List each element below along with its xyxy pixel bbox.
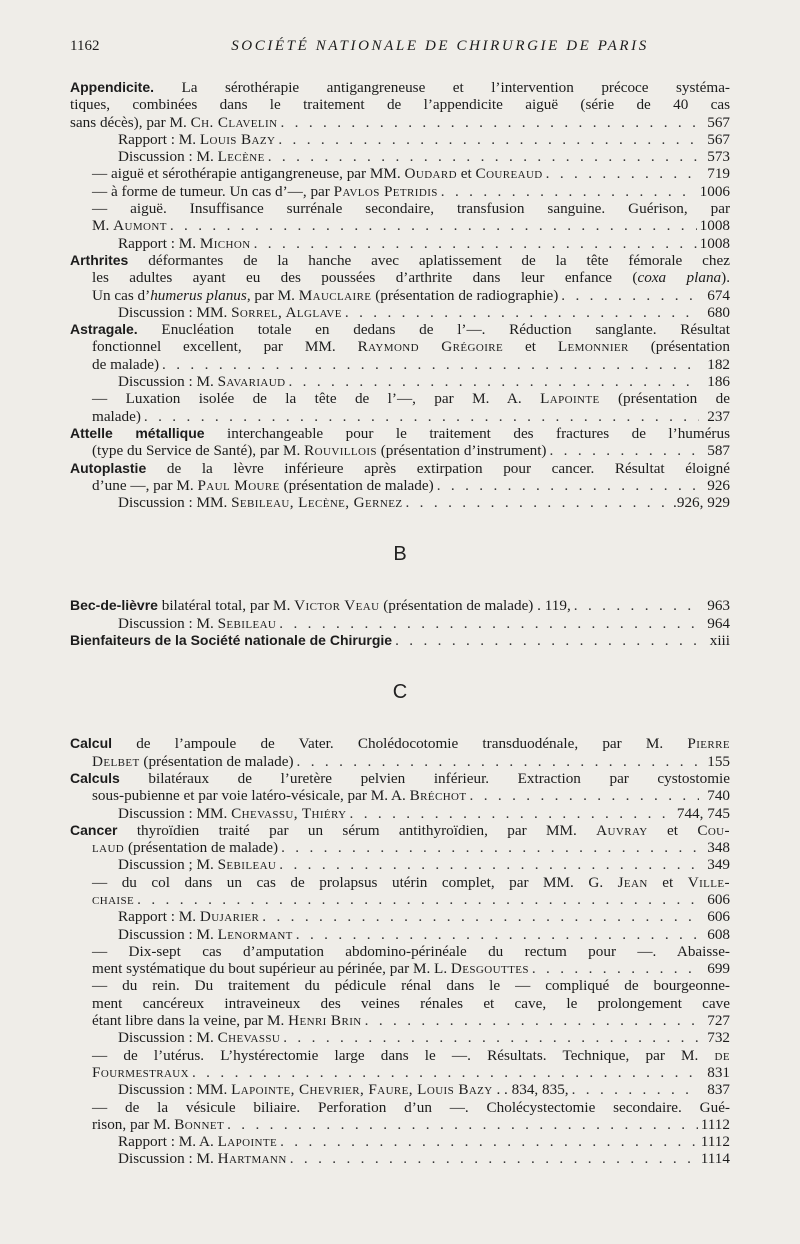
index-line: [70, 1116, 730, 1133]
dot-leader: [283, 1029, 699, 1046]
index-line: [70, 1012, 730, 1029]
author-name: Raymond Grégoire: [357, 338, 504, 356]
entry-text-group: [118, 1029, 280, 1046]
index-line: [70, 408, 730, 425]
entry-text: (présentation de malade): [139, 752, 294, 770]
author-name: Bréchot: [409, 787, 467, 805]
index-line: [70, 477, 730, 494]
entry-text-group: [118, 235, 251, 252]
dot-leader: [395, 632, 699, 649]
author-name: Mauclaire: [298, 286, 372, 304]
entry-text: Rapport : M.: [118, 234, 200, 252]
dot-leader: [405, 494, 670, 511]
entry-text-group: [118, 1150, 287, 1167]
entry-text: humerus planus: [150, 286, 247, 304]
entry-headword: Cancer: [70, 821, 118, 838]
entry-text: — à forme de tumeur. Un cas d’—, par: [92, 182, 334, 200]
entry-text: (présentation de malade): [279, 476, 434, 494]
entry-text: ment systématique du bout supérieur au périnée, par M. L.: [92, 960, 451, 978]
author-name: Fourmestraux: [92, 1063, 189, 1081]
page-reference: 1006: [699, 182, 730, 200]
page-reference: 964: [707, 614, 730, 632]
entry-text: . . 834, 835,: [492, 1081, 569, 1099]
entry-text: et: [647, 821, 698, 839]
entry-text: (présentation de: [599, 390, 730, 408]
index-line: [70, 338, 730, 355]
page-reference: 732: [707, 1029, 730, 1047]
index-line: [70, 615, 730, 632]
entry-text-group: [92, 287, 558, 304]
page-reference: 699: [707, 960, 730, 978]
entry-headword: Attelle métallique: [70, 424, 205, 441]
index-line: [70, 770, 730, 787]
author-name: Lapointe: [217, 1133, 278, 1151]
entry-text: — aiguë. Insuffisance surrénale secondaire, transfusion sanguine. Guérison, par: [92, 200, 730, 218]
page-reference: 1114: [700, 1150, 730, 1168]
index-line: [70, 1099, 730, 1116]
author-name: Lenormant: [217, 925, 293, 943]
index-line: [70, 891, 730, 908]
entry-text: Discussion : M.: [118, 614, 218, 632]
page-reference: 237: [707, 407, 730, 425]
entry-text: sans décès), par M.: [70, 113, 191, 131]
entry-text: Rapport : M.: [118, 908, 200, 926]
index-line: [70, 148, 730, 165]
entry-text: — du col dans un cas de prolapsus utérin complet, par MM. G.: [92, 873, 618, 891]
page-reference: 1008: [699, 217, 730, 235]
index-line: [70, 131, 730, 148]
entry-text: Rapport : M.: [118, 130, 200, 148]
entry-text-group: [92, 183, 438, 200]
index-line: [70, 200, 730, 217]
entry-text: les adultes ayant eu des poussées d’arthrite dans leur enfance (: [92, 269, 638, 287]
index-line: [70, 321, 730, 338]
entry-text-group: [70, 597, 571, 614]
author-name: Victor Veau: [294, 597, 380, 615]
dot-leader: [365, 1012, 699, 1029]
entry-text-group: [118, 494, 402, 511]
page-reference: 1112: [700, 1115, 730, 1133]
index-line: [70, 1047, 730, 1064]
entry-text: Discussion : M.: [118, 148, 218, 166]
entry-text-group: [92, 891, 134, 908]
index-line: [70, 597, 730, 614]
author-name: Aumont: [113, 217, 167, 235]
index-line: [70, 494, 730, 511]
entry-text: (présentation: [628, 338, 730, 356]
entry-text: — du rein. Du traitement du pédicule rénal dans le — compliqué de bourgeonne-: [92, 977, 730, 995]
dot-leader: [561, 287, 699, 304]
entry-text-group: [92, 753, 294, 770]
dot-leader: [288, 373, 699, 390]
entry-text: de malade): [92, 355, 160, 373]
author-name: chaise: [92, 890, 135, 908]
entry-text-group: [92, 217, 167, 234]
entry-text-group: [118, 131, 275, 148]
entry-text: de l’ampoule de Vater. Cholédocotomie transduodénale, par M.: [112, 735, 688, 753]
entry-text: bilatéraux de l’uretère pelvien inférieur. Extraction par cystostomie: [119, 769, 730, 787]
entry-headword: Calcul: [70, 735, 113, 752]
dot-leader: [297, 753, 699, 770]
entry-text: Discussion ; M.: [118, 856, 218, 874]
page-reference: 727: [707, 1012, 730, 1030]
author-name: Henri Brin: [288, 1012, 362, 1030]
index-line: [70, 287, 730, 304]
entry-text: (type du Service de Santé), par M.: [92, 442, 305, 460]
entry-text: — aiguë et sérothérapie antigangreneuse, par MM.: [92, 165, 405, 183]
entry-text: rison, par M.: [92, 1115, 175, 1133]
dot-leader: [296, 926, 699, 943]
author-name: Dujarier: [199, 908, 260, 926]
author-name: de: [714, 1046, 730, 1064]
dot-leader: [345, 304, 699, 321]
index-line: [70, 460, 730, 477]
entry-text: tiques, combinées dans le traitement de l’appendicite aiguë (série de 40 cas: [70, 96, 730, 114]
entry-text-group: [118, 856, 276, 873]
page-reference: 349: [707, 856, 730, 874]
index-line: [70, 1029, 730, 1046]
page-reference: 680: [707, 303, 730, 321]
entry-text: Enucléation totale en dedans de l’—. Réduction sanglante. Résultat: [137, 321, 730, 339]
entry-text-group: [118, 1133, 277, 1150]
page-reference: 567: [707, 113, 730, 131]
author-name: Paul Moure: [197, 476, 280, 494]
entry-text: Discussion : MM.: [118, 1081, 232, 1099]
index-line: [70, 822, 730, 839]
dot-leader: [470, 787, 699, 804]
index-body: [70, 79, 730, 1168]
page-number: 1162: [70, 38, 100, 54]
dot-leader: [268, 148, 699, 165]
entry-text: de la lèvre inférieure après extirpation pour cancer. Résultat éloigné: [146, 459, 730, 477]
page-reference: 155: [707, 752, 730, 770]
entry-text-group: [92, 1012, 362, 1029]
dot-leader: [441, 183, 697, 200]
index-line: [70, 839, 730, 856]
page-reference: 606: [707, 890, 730, 908]
author-name: Pierre: [687, 735, 730, 753]
index-line: [70, 1064, 730, 1081]
index-line: [70, 753, 730, 770]
entry-text: fonctionnel excellent, par MM.: [92, 338, 358, 356]
entry-text: et: [456, 165, 476, 183]
author-name: Jean: [617, 873, 648, 891]
author-name: Auvray: [596, 821, 648, 839]
dot-leader: [350, 805, 674, 822]
entry-text: et: [647, 873, 688, 891]
dot-leader: [546, 165, 699, 182]
index-line: [70, 1133, 730, 1150]
entry-text: (présentation de malade): [124, 839, 279, 857]
index-line: [70, 735, 730, 752]
index-line: [70, 926, 730, 943]
entry-headword: Bienfaiteurs de la Société nationale de Chirurgie: [70, 632, 393, 649]
page-reference: .926, 929: [673, 494, 730, 512]
entry-text-group: [70, 632, 392, 649]
entry-text-group: [118, 1081, 569, 1098]
page-reference: 606: [707, 908, 730, 926]
index-line: [70, 908, 730, 925]
index-line: [70, 390, 730, 407]
index-line: [70, 960, 730, 977]
entry-text-group: [92, 165, 543, 182]
page-reference: 719: [707, 165, 730, 183]
dot-leader: [137, 891, 699, 908]
page-reference: 926: [707, 476, 730, 494]
author-name: Desgouttes: [450, 960, 529, 978]
dot-leader: [227, 1116, 698, 1133]
entry-text: et: [503, 338, 558, 356]
page-reference: 573: [707, 148, 730, 166]
entry-text: Discussion : M.: [118, 1029, 218, 1047]
index-line: [70, 943, 730, 960]
author-name: Michon: [199, 234, 251, 252]
index-line: [70, 805, 730, 822]
dot-leader: [549, 442, 699, 459]
index-line: [70, 235, 730, 252]
index-line: [70, 114, 730, 131]
index-line: [70, 425, 730, 442]
author-name: Bonnet: [174, 1115, 225, 1133]
entry-text: M.: [92, 217, 114, 235]
page-reference: 587: [707, 442, 730, 460]
dot-leader: [280, 1133, 698, 1150]
running-title: SOCIÉTÉ NATIONALE DE CHIRURGIE DE PARIS: [231, 38, 649, 54]
entry-text-group: [118, 304, 342, 321]
author-name: Savariaud: [217, 373, 286, 391]
page-reference: 1008: [699, 234, 730, 252]
index-line: [70, 183, 730, 200]
entry-text: déformantes de la hanche avec aplatissement de la tête fémorale chez: [128, 251, 730, 269]
entry-text: — de la vésicule biliaire. Perforation d’un —. Cholécystectomie secondaire. Gué-: [92, 1098, 730, 1116]
index-line: [70, 787, 730, 804]
entry-text-group: [92, 1064, 189, 1081]
page-reference: 837: [707, 1081, 730, 1099]
index-line: [70, 1081, 730, 1098]
entry-text-group: [118, 926, 293, 943]
index-line: [70, 252, 730, 269]
entry-text: Discussion : MM.: [118, 804, 232, 822]
section-letter: B: [393, 543, 407, 566]
entry-text: (présentation de radiographie): [371, 286, 559, 304]
author-name: Ch. Clavelin: [190, 113, 278, 131]
author-name: Sebileau: [217, 856, 277, 874]
entry-text-group: [92, 442, 546, 459]
dot-leader: [162, 356, 699, 373]
dot-leader: [170, 217, 697, 234]
index-line: [70, 165, 730, 182]
author-name: Lapointe, Chevrier, Faure, Louis Bazy: [231, 1081, 493, 1099]
dot-leader: [280, 114, 699, 131]
page-reference: 348: [707, 839, 730, 857]
author-name: Sebileau, Lecène, Gernez: [231, 494, 403, 512]
entry-headword: Calculs: [70, 769, 120, 786]
dot-leader: [254, 235, 697, 252]
entry-text-group: [118, 908, 259, 925]
entry-text: Rapport : M. A.: [118, 1133, 218, 1151]
entry-text: coxa plana: [637, 269, 722, 287]
entry-text: ).: [721, 269, 730, 287]
dot-leader: [437, 477, 699, 494]
entry-text-group: [118, 148, 265, 165]
entry-text-group: [92, 408, 141, 425]
index-line: [70, 269, 730, 286]
dot-leader: [278, 131, 699, 148]
dot-leader: [532, 960, 699, 977]
index-line: [70, 442, 730, 459]
page-reference: xiii: [709, 632, 730, 650]
author-name: Coureaud: [475, 165, 543, 183]
index-line: [70, 217, 730, 234]
author-name: Pavlos Petridis: [333, 182, 438, 200]
dot-leader: [290, 1150, 698, 1167]
entry-text: La sérothérapie antigangreneuse et l’intervention précoce systéma-: [154, 79, 730, 96]
entry-text: Discussion : M.: [118, 925, 218, 943]
author-name: Louis Bazy: [199, 130, 276, 148]
author-name: Rouvillois: [304, 442, 377, 460]
dot-leader: [144, 408, 699, 425]
author-name: Sebileau: [217, 614, 277, 632]
author-name: Sorrel, Alglave: [231, 303, 342, 321]
entry-text: malade): [92, 407, 141, 425]
author-name: Lecène: [217, 148, 265, 166]
page-reference: 744, 745: [676, 804, 730, 822]
entry-text: — Luxation isolée de la tête de l’—, par M. A.: [92, 390, 541, 408]
entry-text-group: [92, 1116, 224, 1133]
index-line: [70, 632, 730, 649]
entry-text: — de l’utérus. L’hystérectomie large dans le —. Résultats. Technique, par M.: [92, 1046, 715, 1064]
entry-text-group: [92, 839, 278, 856]
index-line: [70, 995, 730, 1012]
index-line: [70, 874, 730, 891]
author-name: Chevassu: [217, 1029, 281, 1047]
entry-text-group: [92, 960, 529, 977]
entry-headword: Arthrites: [70, 251, 129, 268]
index-line: [70, 356, 730, 373]
entry-text: Discussion : MM.: [118, 494, 232, 512]
author-name: Lemonnier: [557, 338, 629, 356]
dot-leader: [572, 1081, 699, 1098]
page-reference: 740: [707, 787, 730, 805]
entry-text: thyroïdien traité par un sérum antithyroïdien, par MM.: [117, 821, 597, 839]
entry-text-group: [70, 114, 277, 131]
page-reference: 963: [707, 597, 730, 615]
index-line: [70, 96, 730, 113]
page-reference: 182: [707, 355, 730, 373]
section-letter: C: [392, 681, 408, 704]
dot-leader: [262, 908, 699, 925]
index-line: [70, 304, 730, 321]
page-reference: 608: [707, 925, 730, 943]
index-line: [70, 977, 730, 994]
dot-leader: [279, 856, 699, 873]
entry-text-group: [92, 787, 467, 804]
entry-text: Discussion : M.: [118, 373, 218, 391]
author-name: Ville-: [687, 873, 730, 891]
entry-text-group: [118, 373, 285, 390]
index-line: [70, 856, 730, 873]
entry-text: Discussion : M.: [118, 1150, 218, 1168]
entry-text-group: [118, 615, 276, 632]
entry-text: , par M.: [246, 286, 299, 304]
entry-text: d’une —, par M.: [92, 476, 198, 494]
dot-leader: [574, 597, 699, 614]
entry-headword: Bec-de-lièvre: [70, 597, 158, 614]
author-name: Chevassu, Thiéry: [231, 804, 347, 822]
page-reference: 831: [707, 1063, 730, 1081]
page-reference: 674: [707, 286, 730, 304]
entry-headword: Autoplastie: [70, 459, 147, 476]
index-line: [70, 1150, 730, 1167]
author-name: Hartmann: [217, 1150, 287, 1168]
entry-text: Un cas d’: [92, 286, 151, 304]
entry-text: Discussion : MM.: [118, 303, 232, 321]
index-line: [70, 79, 730, 96]
dot-leader: [192, 1064, 699, 1081]
entry-text: ment cancéreux intraveineux des veines rénales et cave, le prolongement cave: [92, 994, 730, 1012]
page-reference: 1112: [700, 1133, 730, 1151]
dot-leader: [279, 615, 699, 632]
author-name: laud: [92, 839, 125, 857]
entry-headword: Astragale.: [70, 321, 138, 338]
entry-text: (présentation de malade) . 119,: [379, 597, 571, 615]
author-name: Oudard: [404, 165, 457, 183]
entry-text: étant libre dans la veine, par M.: [92, 1012, 289, 1030]
page-reference: 567: [707, 130, 730, 148]
author-name: Delbet: [92, 752, 140, 770]
index-line: [70, 373, 730, 390]
entry-text-group: [118, 805, 347, 822]
entry-text: interchangeable pour le traitement des fractures de l’humérus: [204, 424, 730, 442]
author-name: Lapointe: [540, 390, 600, 408]
author-name: Cou-: [697, 821, 730, 839]
entry-text: bilatéral total, par M.: [157, 597, 295, 615]
page-reference: 186: [707, 373, 730, 391]
entry-text: — Dix-sept cas d’amputation abdomino-périnéale du rectum pour —. Abaisse-: [92, 942, 730, 960]
entry-text: sous-pubienne et par voie latéro-vésicale, par M. A.: [92, 787, 410, 805]
entry-headword: Appendicite.: [70, 79, 155, 95]
dot-leader: [281, 839, 699, 856]
entry-text: (présentation d’instrument): [376, 442, 547, 460]
entry-text-group: [92, 356, 159, 373]
entry-text-group: [92, 477, 434, 494]
